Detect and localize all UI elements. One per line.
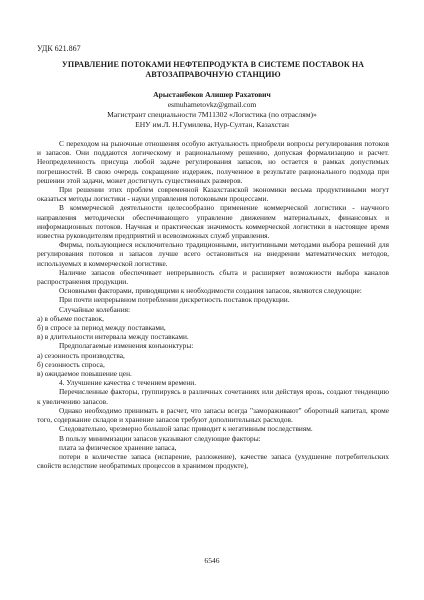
body-paragraph: Основными факторами, приводящими к необходимости создания запасов, являются следующие:: [59, 286, 362, 296]
udc-code: УДК 621.867: [37, 44, 81, 53]
body-paragraph: Случайные колебания:: [59, 304, 131, 314]
body-paragraph: Предполагаемые изменения конъюнктуры:: [59, 341, 194, 351]
body-paragraph: 4. Улучшение качества с течением времени.: [59, 378, 197, 388]
list-item: а) сезонность производства,: [37, 350, 125, 360]
body-paragraph: Наличие запасов обеспечивает непрерывность сбыта и расширяет возможности выбора каналов распространения продукции.: [37, 267, 389, 287]
author-organization: ЕНУ им.Л. Н.Гумилева, Нур-Султан, Казахстан: [135, 120, 289, 129]
body-paragraph: потери в количестве запаса (испарение, разложение), качестве запаса (ухудшение потребительских свойств вследствие необратимых процессов в хранимом продукте),: [37, 451, 389, 471]
article-body: [37, 139, 389, 470]
author-position: Магистрант специальности 7М11302 «Логистика (по отраслям)»: [107, 110, 317, 119]
body-paragraph: Перечисленные факторы, группируясь в различных сочетаниях или действуя врозь, создают тенденцию к увеличению запасов.: [37, 387, 389, 406]
body-paragraph: Следовательно, чрезмерно большой запас приводит к негативным последствиям.: [59, 424, 313, 434]
list-item: б) в спросе за период между поставками,: [37, 323, 166, 333]
author-name: Арыстанбеков Алишер Рахатович: [153, 90, 271, 99]
article-title: УПРАВЛЕНИЕ ПОТОКАМИ НЕФТЕПРОДУКТА В СИСТЕМЕ ПОСТАВОК НА АВТОЗАПРАВОЧНУЮ СТАНЦИЮ: [61, 60, 365, 79]
body-paragraph: С переходом на рыночные отношения особую актуальность приобрели вопросы регулирования потоков и запасов. Они поддаются логическому и рациональному решению, допуская формализацию и расчет. Неопределенность присуща любой задаче регулирования запасов, но остается в рамках допустимых погрешностей. В свою очередь сокращение издержек, полученное в результате рационального подхода при решении этой задачи, может достигнуть существенных размеров.: [37, 139, 389, 185]
body-paragraph: При почти непрерывном потреблении дискретность поставок продукции.: [59, 295, 290, 305]
body-paragraph: При решении этих проблем современной Казахстанской экономики весьма продуктивными могут оказаться методы логистики - науки управления потоковыми процессами.: [37, 185, 389, 204]
body-paragraph: В пользу минимизации запасов указывают следующие факторы:: [59, 433, 261, 443]
list-item: в) ожидаемое повышение цен.: [37, 369, 132, 379]
body-paragraph: Однако необходимо принимать в расчет, что запасы всегда "замораживают" оборотный капитал, кроме того, содержание складов и хранение запасов требуют дополнительных расходов.: [37, 405, 389, 425]
body-paragraph: Фирмы, пользующиеся исключительно традиционными, интуитивными методами выбора решений для регулирования потоков и запасов лучше всего остановиться на внедрении математических методов, используемых в коммерческой логистике.: [37, 240, 389, 268]
list-item: в) в длительности интервала между поставками.: [37, 332, 189, 342]
author-email: esmuhametovkz@gmail.com: [167, 100, 257, 109]
body-paragraph: В коммерческой деятельности целесообразно применение коммерческой логистики - научного направления методически обеспечивающего управление движением материальных, финансовых и информационных потоков. Научная и практическая значимость коммерческой логистики в настоящее время известна руководителям предприятий и всевозможных служб управления.: [37, 203, 389, 241]
list-item: б) сезонность спроса,: [37, 359, 105, 369]
body-paragraph: плата за физическое хранение запаса,: [59, 442, 177, 452]
page-number: 6546: [204, 556, 220, 565]
list-item: а) в объеме поставок,: [37, 313, 104, 323]
